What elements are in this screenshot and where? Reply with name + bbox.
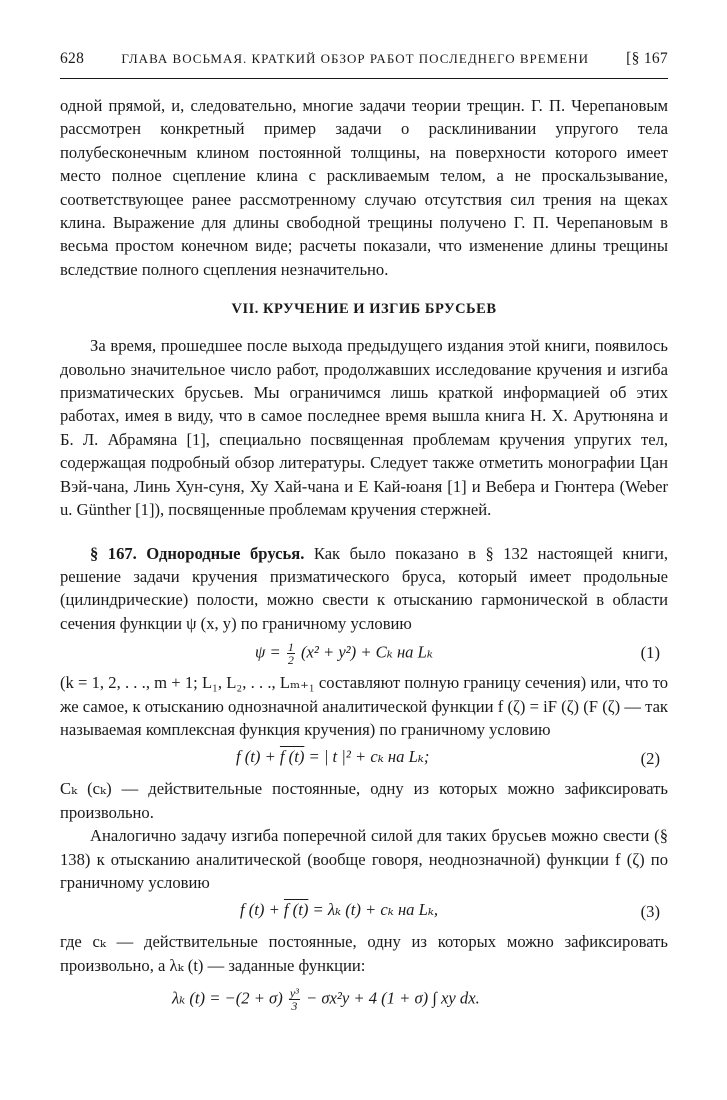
section-reference: [§ 167 (626, 50, 668, 67)
fraction-one-half: $\frac{1}{2}$ (287, 640, 294, 668)
formula-4 (60, 983, 668, 1029)
paragraph-torsion-review: За время, прошедшее после выхода предыдущего издания этой книги, появилось довольно значительное число работ, продолжавших исследование кручения и изгиба призматических брусьев. Мы ограничимся лишь краткой информацией об этих работах, имея в виду, что в самое последнее время вышла книга Н. Х. Арутюняна и Б. Л. Абрамяна [1], специально посвященная проблемам кручения упругих тел, содержащая подробный обзор литературы. Следует также отметить монографии Цан Вэй-чана, Линь Хун-суня, Ху Хай-чана и Е Кай-юаня [1] и Вебера и Гюнтера (Weber u. Günther [1]), посвященные проблемам кручения стержней. (60, 336, 668, 520)
section-heading: VII. КРУЧЕНИЕ И ИЗГИБ БРУСЬЕВ (231, 301, 497, 318)
running-title: ГЛАВА ВОСЬМАЯ. КРАТКИЙ ОБЗОР РАБОТ ПОСЛЕДНЕГО ВРЕМЕНИ (121, 51, 589, 66)
formula-2-number: (2) (640, 749, 660, 769)
paragraph-constants: Cₖ (cₖ) — действительные постоянные, одну из которых можно зафиксировать произвольно. (60, 779, 668, 822)
subsection-heading: § 167. Однородные брусья. (90, 543, 305, 563)
formula-1-expression: ψ = $\frac{1}{2}$ (x² + y²) + Cₖ на Lₖ (255, 640, 433, 668)
paragraph-boundary: (k = 1, 2, . . ., m + 1; L₁, L₂, . . ., Lₘ₊₁ составляют полную границу сечения) или, что то же самое, к отысканию однозначной аналитической функции f (ζ) = iF (ζ) (F (ζ) — так называемая комплексная функция кручения) по граничному условию (60, 673, 668, 739)
paragraph-bending: Аналогично задачу изгиба поперечной силой для таких брусьев можно свести (§ 138) к отысканию аналитической (вообще говоря, неоднозначной) функции f (ζ) по граничному условию (60, 826, 668, 892)
formula-3-expression: f (t) + f (t) = λₖ (t) + cₖ на Lₖ, (240, 900, 439, 920)
formula-1-number: (1) (640, 643, 660, 663)
paragraph-homogeneous-bars (60, 542, 668, 636)
formula-4-expression: λₖ (t) = −(2 + σ) $\frac{\text{y³}}{3}$ − σx²y + 4 (1 + σ) ∫ xy dx. (172, 986, 480, 1014)
formula-2-expression: f (t) + f (t) = | t |² + cₖ на Lₖ; (236, 747, 430, 767)
paragraph-given-functions: где cₖ — действительные постоянные, одну из которых можно зафиксировать произвольно, а λₖ (t) — заданные функции: (60, 932, 668, 975)
formula-1 (60, 635, 668, 671)
formula-3 (60, 894, 668, 930)
page-number: 628 (60, 50, 85, 67)
paragraph-cracks: одной прямой, и, следовательно, многие задачи теории трещин. Г. П. Черепановым рассмотрен конкретный пример задачи о расклинивании упругого тела полубесконечным клином постоянной толщины, на поверхности которого имеет место полное сцепление клина с раскливаемым телом, а не проскальзывание, соответствующее ранее рассмотренному случаю отсутствия сил трения на щеках клина. Выражение для длины свободной трещины получено Г. П. Черепановым в весьма простом конечном виде; расчеты показали, что изменение длины трещины вследствие полного сцепления незначительно. (60, 96, 668, 279)
running-header (60, 50, 668, 79)
formula-3-number: (3) (640, 902, 660, 922)
book-page (60, 50, 668, 1029)
fraction-y-cubed-third: $\frac{\text{y³}}{3}$ (289, 986, 299, 1014)
paragraph-homogeneous-text: Как было показано в § 132 настоящей книги, решение задачи кручения призматического бруса, который имеет продольные (цилиндрические) полости, можно свести к отысканию гармонической в области сечения функции ψ (x, y) по граничному условию (60, 543, 668, 633)
formula-2 (60, 741, 668, 777)
